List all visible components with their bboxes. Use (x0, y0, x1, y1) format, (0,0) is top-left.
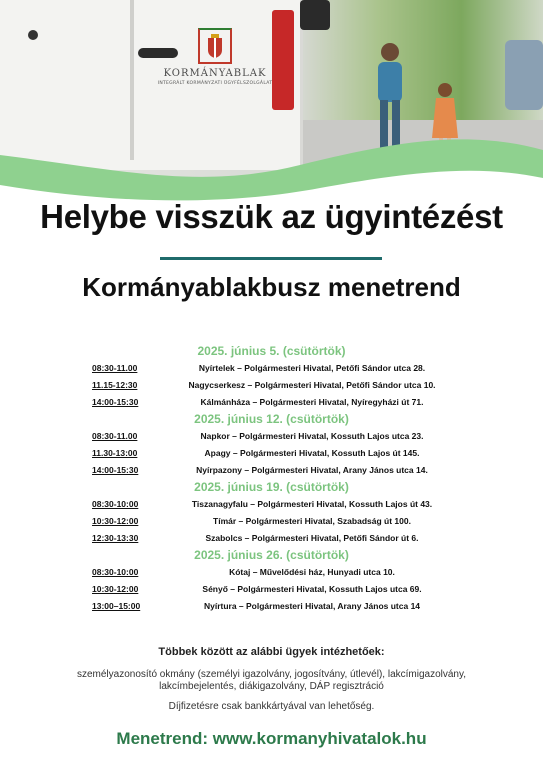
schedule-title: Kormányablakbusz menetrend (82, 272, 461, 302)
schedule-day (0, 343, 543, 411)
services-intro: Többek között az alábbi ügyek intézhetőek: (158, 646, 385, 658)
logo-subtitle: INTEGRÁLT KORMÁNYZATI ÜGYFÉLSZOLGÁLAT (157, 81, 273, 86)
stop-place: Tímár – Polgármesteri Hivatal, Szabadság út 100. (213, 516, 411, 526)
stop-time: 14:00-15:30 (92, 397, 139, 407)
page-title: Helybe visszük az ügyintézést (40, 198, 503, 235)
schedule-row (0, 394, 543, 411)
stop-place: Nyírpazony – Polgármesteri Hivatal, Arany János utca 14. (196, 465, 428, 475)
stop-time: 12:30-13:30 (92, 533, 139, 543)
stop-place: Napkor – Polgármesteri Hivatal, Kossuth Lajos utca 23. (200, 431, 424, 441)
schedule-row (0, 360, 543, 377)
schedule-row (0, 445, 543, 462)
schedule-row (0, 462, 543, 479)
stop-place: Kálmánháza – Polgármesteri Hivatal, Nyíregyházi út 71. (200, 397, 424, 407)
schedule-row (0, 530, 543, 547)
schedule-row (0, 428, 543, 445)
schedule-date: 2025. június 12. (csütörtök) (194, 412, 349, 426)
payment-note: Díjfizetésre csak bankkártyával van lehetőség. (168, 701, 375, 712)
footer-website: Menetrend: www.kormanyhivatalok.hu (116, 729, 427, 748)
schedule-date: 2025. június 26. (csütörtök) (194, 548, 349, 562)
schedule-row (0, 581, 543, 598)
kormanyablak-logo (150, 28, 280, 86)
schedule-row (0, 496, 543, 513)
stop-time: 10:30-12:00 (92, 516, 139, 526)
stop-time: 08:30-11.00 (92, 363, 138, 373)
services-list: személyazonosító okmány (személyi igazolvány, jogosítvány, útlevél), lakcímigazolvány, lakcímbejelentés, diákigazolvány, DÁP regisztráció (76, 669, 467, 692)
coat-of-arms-icon (198, 28, 232, 64)
schedule-day (0, 411, 543, 479)
schedule (0, 343, 543, 615)
stop-time: 10:30-12:00 (92, 584, 139, 594)
stop-time: 11.15-12:30 (92, 380, 138, 390)
stop-time: 14:00-15:30 (92, 465, 139, 475)
stop-time: 08:30-10:00 (92, 567, 139, 577)
stop-place: Apagy – Polgármesteri Hivatal, Kossuth Lajos út 145. (204, 448, 420, 458)
stop-time: 13:00–15:00 (92, 601, 141, 611)
stop-place: Nyírtelek – Polgármesteri Hivatal, Petőfi Sándor utca 28. (198, 363, 426, 373)
stop-place: Kótaj – Művelődési ház, Hunyadi utca 10. (229, 567, 395, 577)
title-divider (160, 257, 382, 260)
stop-place: Szabolcs – Polgármesteri Hivatal, Petőfi Sándor út 6. (205, 533, 419, 543)
schedule-date: 2025. június 19. (csütörtök) (194, 480, 349, 494)
green-wave-divider (0, 110, 543, 210)
stop-place: Nyírtura – Polgármesteri Hivatal, Arany János utca 14 (203, 601, 421, 611)
stop-time: 08:30-10:00 (92, 499, 139, 509)
stop-time: 08:30-11.00 (92, 431, 138, 441)
logo-name: KORMÁNYABLAK (163, 68, 267, 79)
stop-time: 11.30-13:00 (92, 448, 138, 458)
stop-place: Sényő – Polgármesteri Hivatal, Kossuth Lajos utca 69. (202, 584, 422, 594)
schedule-day (0, 547, 543, 615)
schedule-date: 2025. június 5. (csütörtök) (197, 344, 346, 358)
schedule-day (0, 479, 543, 547)
schedule-row (0, 564, 543, 581)
schedule-row (0, 377, 543, 394)
parked-car (505, 40, 543, 110)
schedule-row (0, 598, 543, 615)
schedule-row (0, 513, 543, 530)
stop-place: Tiszanagyfalu – Polgármesteri Hivatal, Kossuth Lajos út 43. (191, 499, 433, 509)
stop-place: Nagycserkesz – Polgármesteri Hivatal, Petőfi Sándor utca 10. (188, 380, 436, 390)
van-mirror (300, 0, 330, 30)
